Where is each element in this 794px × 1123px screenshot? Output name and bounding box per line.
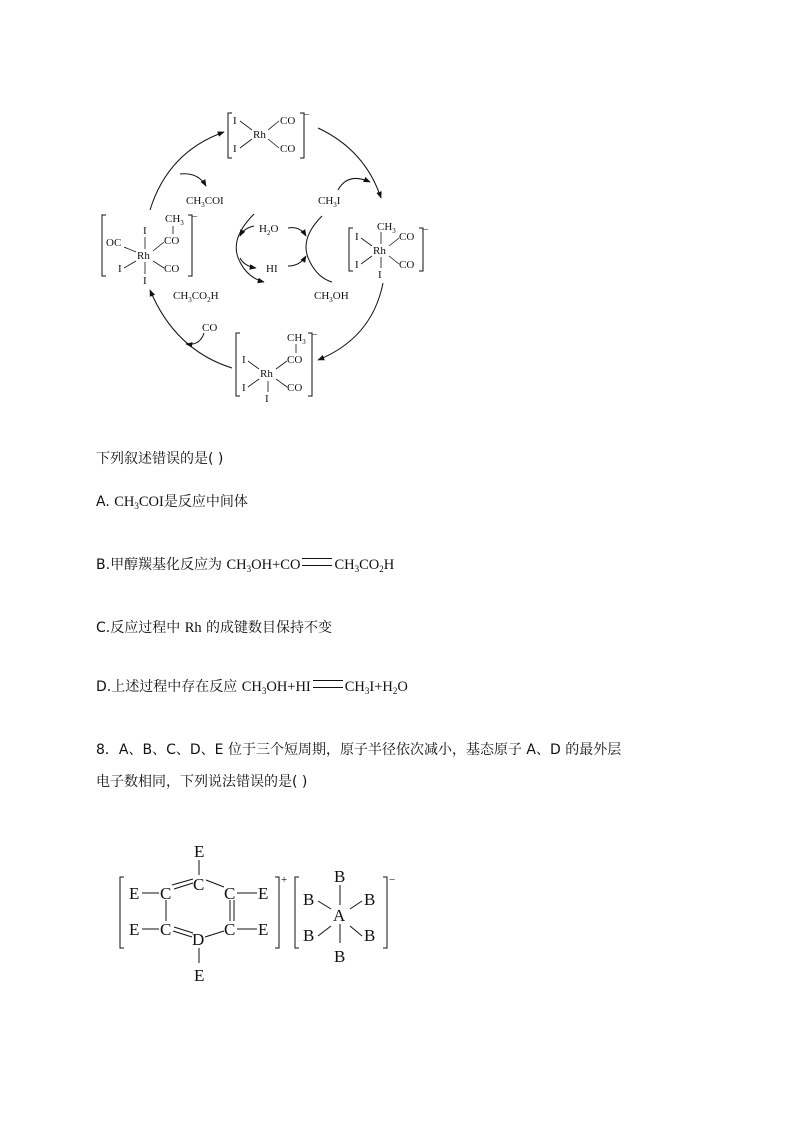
atom-a: A — [333, 906, 346, 925]
metal-label: Rh — [373, 245, 386, 257]
cation-structure — [120, 842, 287, 985]
q8-line-2: 电子数相同，下列说法错误的是( ) — [96, 774, 308, 790]
cation-charge: + — [281, 874, 288, 886]
inner-arc-right — [306, 216, 332, 282]
cycle-arrow-top-right — [318, 128, 381, 198]
metal-label: Rh — [137, 250, 150, 262]
metal-label: Rh — [253, 129, 266, 141]
left-rh-complex — [102, 212, 198, 287]
q7-option-d: D.上述过程中存在反应 $CH_3OH+HI$ $CH_3I+H_2O$ — [96, 679, 408, 696]
charge-label: − — [192, 212, 198, 223]
ligand-label: OC — [106, 237, 122, 249]
charge-label: − — [423, 225, 429, 236]
atom-e-top: E — [194, 842, 205, 861]
ch3coi-out-arrow — [180, 174, 206, 186]
species-ch3coi: $CH_3COI$ — [186, 195, 224, 209]
ligand-label: CO — [399, 259, 415, 271]
atom-e-left-1: E — [129, 884, 140, 903]
q7-prompt: 下列叙述错误的是( ) — [96, 451, 224, 467]
atom-label: I — [242, 382, 246, 394]
methyl-label: $CH_3$ — [287, 332, 306, 346]
atom-label: I — [118, 263, 122, 275]
atom-label: I — [265, 393, 269, 405]
q8-line-1: 8．A、B、C、D、E 位于三个短周期，原子半径依次减小，基态原子 A、D 的最外层 — [96, 742, 622, 758]
anion-charge: − — [389, 874, 396, 886]
atom-b-right-1: B — [364, 890, 376, 909]
methyl-label: $CH_3$ — [165, 213, 184, 227]
atom-e-bottom: E — [194, 966, 205, 985]
ligand-label: CO — [399, 231, 415, 243]
atom-c-right-1: C — [224, 884, 236, 903]
q7-option-a: A. $CH_3COI$是反应中间体 — [96, 494, 248, 511]
atom-c-left-1: C — [160, 884, 172, 903]
species-ch3i: $CH_3I$ — [318, 195, 341, 209]
bottom-rh-complex — [236, 330, 318, 405]
equals-sign — [313, 680, 343, 688]
atom-label: I — [378, 269, 382, 281]
species-co: CO — [202, 322, 218, 334]
atom-label: I — [242, 354, 246, 366]
q7-option-b: B.甲醇羰基化反应为 $CH_3OH+CO$ $CH_3CO_2H$ — [96, 557, 395, 574]
atom-label: I — [233, 143, 237, 155]
ligand-label: CO — [164, 263, 180, 275]
species-h2o: $H_2O$ — [259, 223, 279, 237]
hi-right-arrow — [288, 256, 306, 266]
q7-option-c: C.反应过程中 Rh 的成键数目保持不变 — [96, 620, 333, 636]
species-ch3oh: $CH_3OH$ — [314, 290, 349, 304]
atom-c-right-2: C — [224, 920, 236, 939]
atom-b-left-2: B — [303, 926, 315, 945]
catalytic-cycle-diagram — [0, 0, 794, 420]
h2o-right-arrow — [288, 228, 306, 236]
charge-label: − — [312, 330, 318, 341]
ligand-label: CO — [287, 354, 303, 366]
ligand-label: CO — [164, 235, 180, 247]
metal-label: Rh — [260, 368, 273, 380]
h2o-to-left-arrow — [240, 226, 254, 236]
ligand-label: CO — [280, 143, 296, 155]
atom-label: I — [143, 225, 147, 237]
ligand-label: CO — [287, 382, 303, 394]
atom-e-left-2: E — [129, 920, 140, 939]
atom-e-right-2: E — [258, 920, 269, 939]
atom-label: I — [143, 275, 147, 287]
atom-label: I — [355, 231, 359, 243]
atom-b-top: B — [334, 867, 346, 886]
ligand-label: CO — [280, 115, 296, 127]
ch3i-in-arrow — [338, 178, 370, 190]
ionic-structure-diagram — [0, 835, 794, 995]
anion-structure — [295, 867, 395, 966]
equals-sign — [302, 558, 332, 566]
species-hi: HI — [266, 263, 278, 275]
charge-label: − — [304, 110, 310, 121]
methyl-label: $CH_3$ — [377, 221, 396, 235]
atom-e-right-1: E — [258, 884, 269, 903]
atom-c-top: C — [193, 875, 205, 894]
atom-b-bottom: B — [334, 947, 346, 966]
top-rh-complex — [228, 110, 310, 158]
atom-d: D — [192, 930, 205, 949]
atom-b-right-2: B — [364, 926, 376, 945]
atom-c-left-2: C — [160, 920, 172, 939]
right-rh-complex — [349, 221, 429, 281]
atom-b-left-1: B — [303, 890, 315, 909]
atom-label: I — [355, 259, 359, 271]
species-ch3co2h: $CH_3CO_2H$ — [173, 290, 219, 304]
atom-label: I — [233, 115, 237, 127]
co-in-arrow — [186, 333, 204, 344]
